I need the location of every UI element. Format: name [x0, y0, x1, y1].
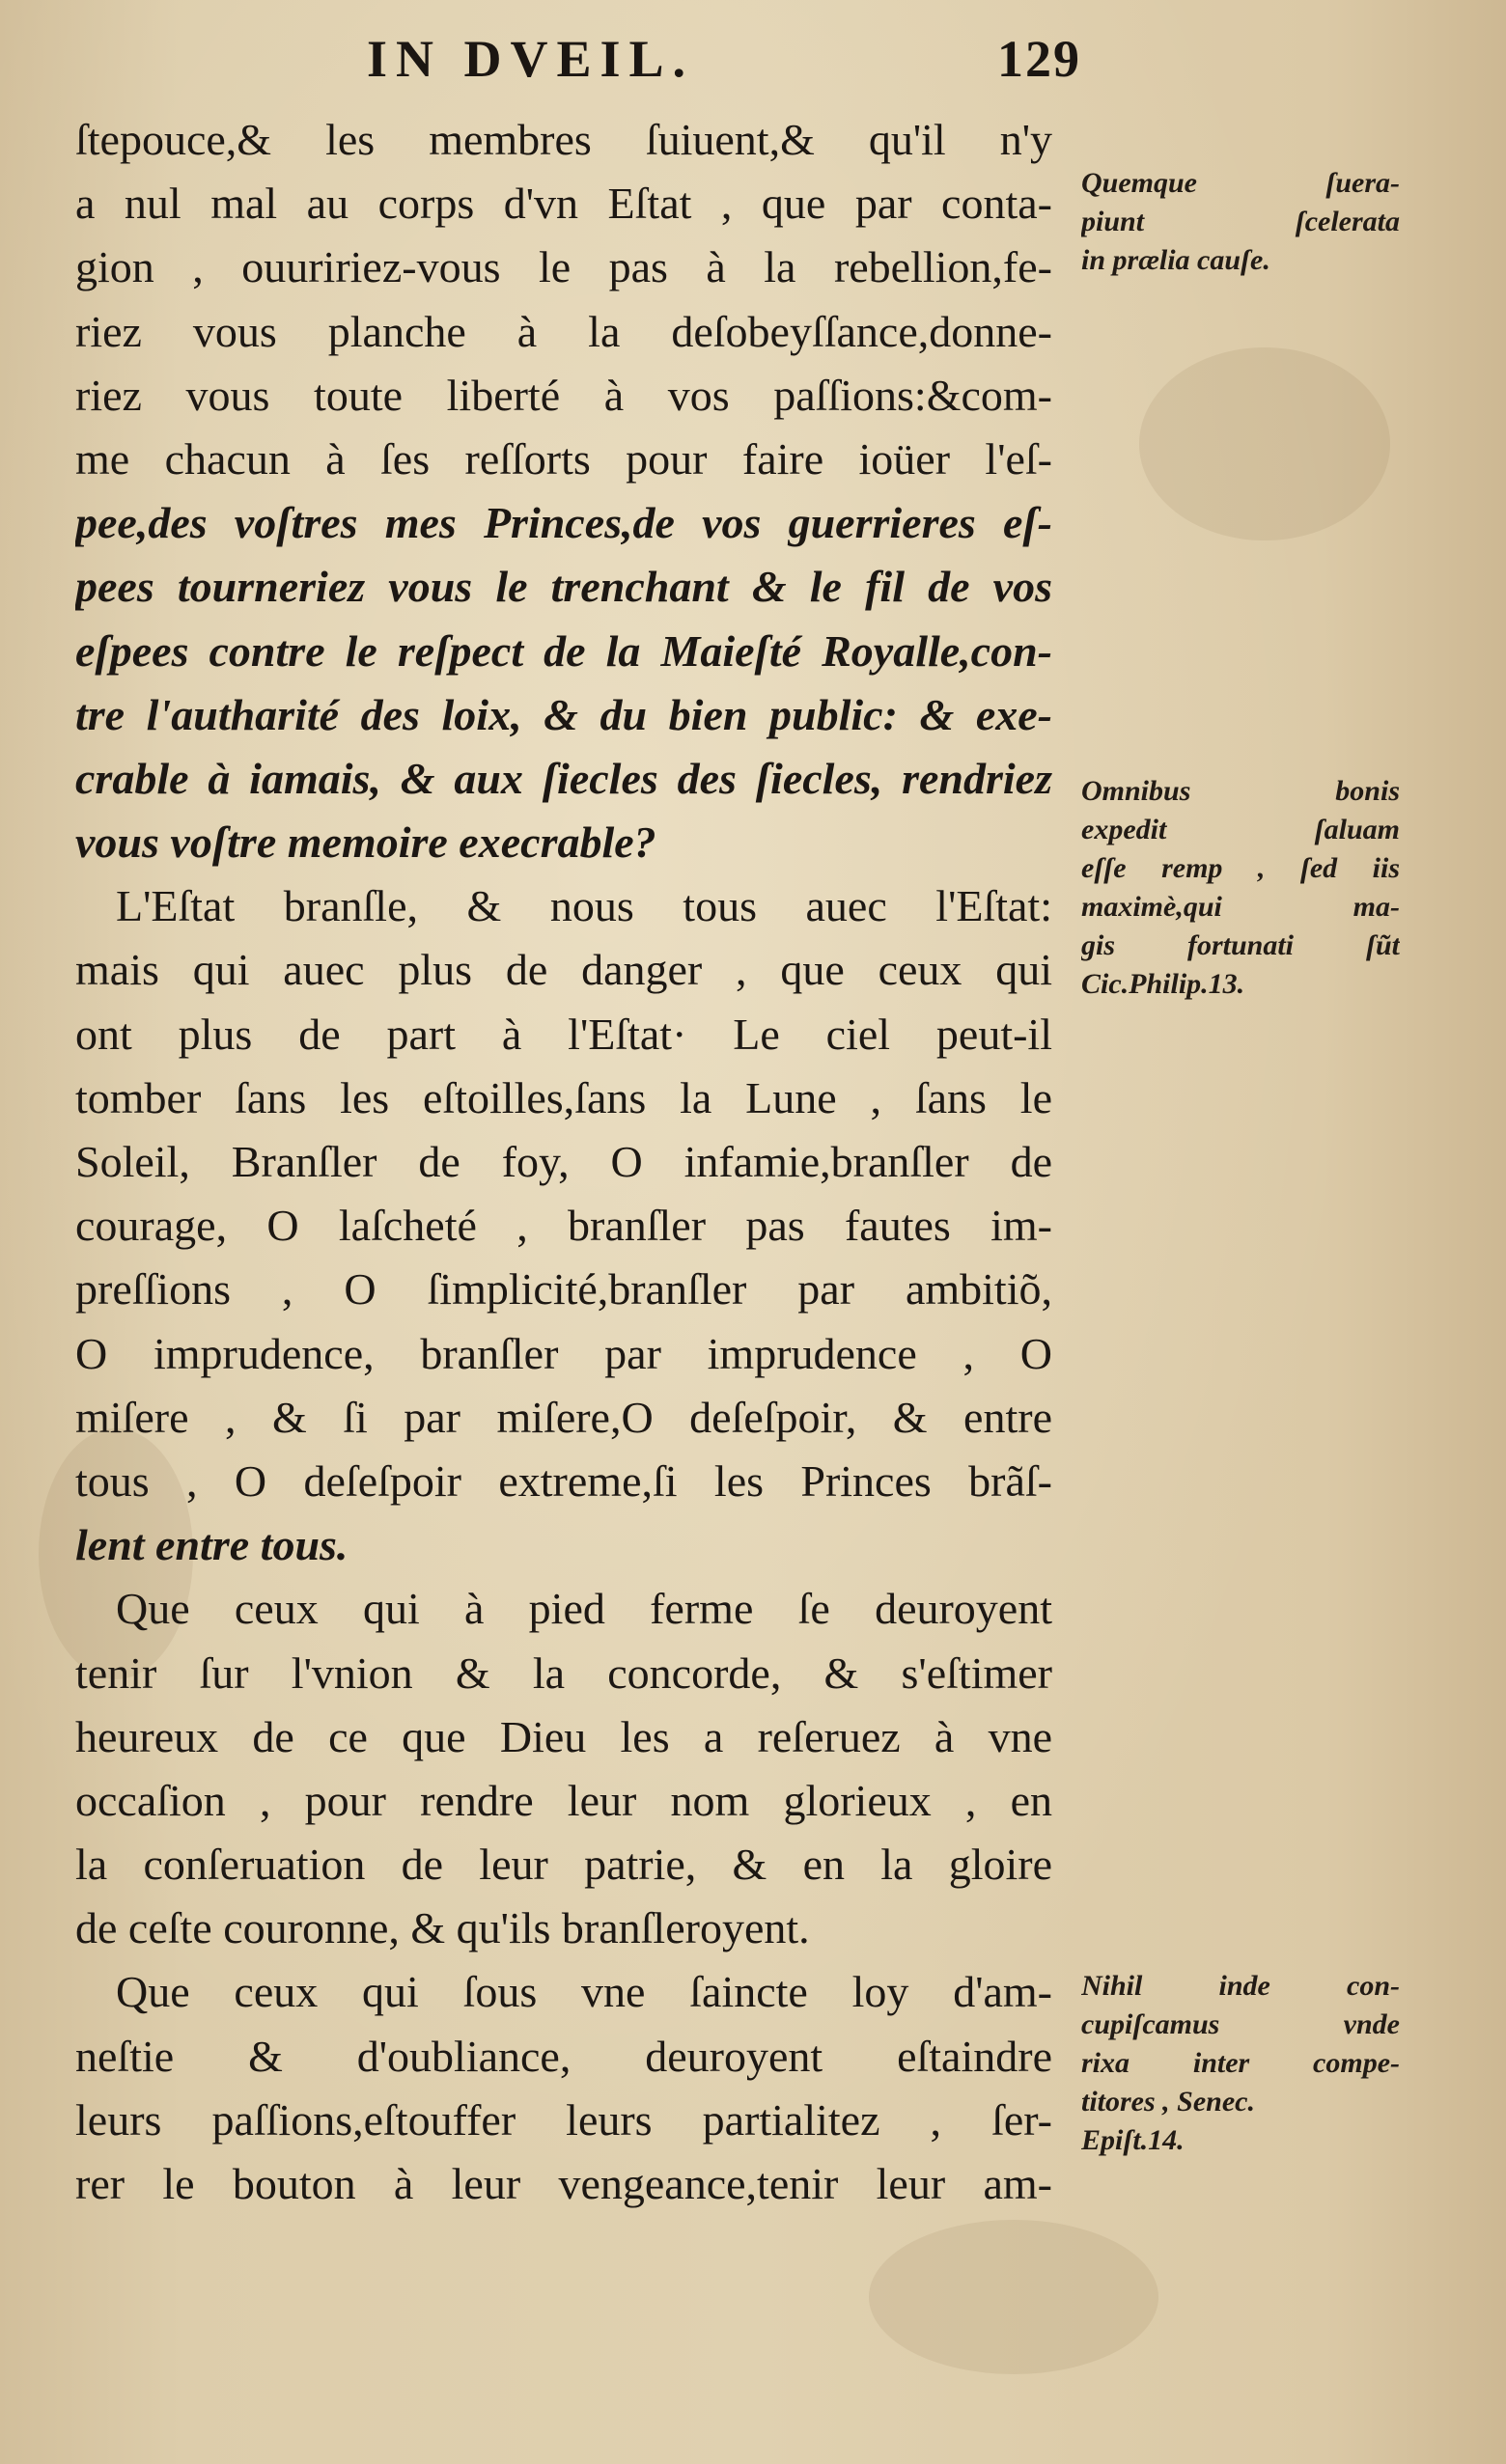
text-line: pees tourneriez vous le trenchant & le fil de vos [75, 562, 1052, 612]
text-line: rer le bouton à leur vengeance,tenir leur am- [75, 2159, 1052, 2208]
paragraph-start-line: Que ceux qui ſous vne ſaincte loy d'am- [116, 1967, 1052, 2017]
text-line: gion , ouuririez-vous le pas à la rebellion,fe- [75, 242, 1052, 292]
margin-note-cicero [1081, 772, 1400, 1004]
margin-note-line: titores , Senec. [1081, 2086, 1255, 2118]
text-line: pee,des voſtres mes Princes,de vos guerrieres eſ- [75, 498, 1052, 548]
text-line: ſtepouce,& les membres ſuiuent,& qu'il n'y [75, 115, 1052, 164]
text-line: miſere , & ſi par miſere,O deſeſpoir, & entre [75, 1392, 1052, 1442]
text-line: eſpees contre le reſpect de la Maieſté Royalle,con- [75, 625, 1052, 676]
text-line: tomber ſans les eſtoilles,ſans la Lune , ſans le [75, 1072, 1052, 1122]
text-line: tous , O deſeſpoir extreme,ſi les Princes brãſ- [75, 1455, 1052, 1506]
page-number: 129 [997, 30, 1081, 88]
running-head: IN DVEIL. [367, 30, 695, 88]
margin-note-line: expedit ſaluam [1081, 814, 1400, 845]
paragraph-start-line: L'Eſtat branſle, & nous tous auec l'Eſtat: [116, 881, 1052, 931]
text-line: neſtie & d'oubliance, deuroyent eſtaindre [75, 2031, 1052, 2081]
text-line: O imprudence, branſler par imprudence , O [75, 1328, 1052, 1378]
margin-note-line: rixa inter compe- [1081, 2047, 1400, 2079]
text-line: ont plus de part à l'Eſtat· Le ciel peut-il [75, 1009, 1052, 1059]
margin-note-lucan [1081, 164, 1400, 280]
margin-note-seneca [1081, 1967, 1400, 2160]
text-line: riez vous planche à la deſobeyſſance,donne- [75, 306, 1052, 356]
text-line: la conſeruation de leur patrie, & en la gloire [75, 1840, 1052, 1890]
text-line: crable à iamais, & aux ſiecles des ſiecles, rendriez [75, 753, 1052, 803]
margin-note-line: piunt ſcelerata [1081, 206, 1400, 237]
margin-note-line: in prælia cauſe. [1081, 244, 1270, 276]
margin-note-line: Omnibus bonis [1081, 775, 1400, 807]
text-line: lent entre tous. [75, 1520, 349, 1570]
text-line: Soleil, Branſler de foy, O infamie,branſler de [75, 1137, 1052, 1186]
text-line: me chacun à ſes reſſorts pour faire ioüer l'eſ- [75, 433, 1052, 484]
margin-note-line: Nihil inde con- [1081, 1970, 1400, 2002]
margin-note-line: gis fortunati ſũt [1081, 929, 1400, 961]
paragraph-start-line: Que ceux qui à pied ferme ſe deuroyent [116, 1584, 1052, 1634]
text-line: tenir ſur l'vnion & la concorde, & s'eſtimer [75, 1647, 1052, 1698]
text-line: courage, O laſcheté , branſler pas fautes im- [75, 1201, 1052, 1251]
text-line: vous voſtre memoire execrable? [75, 817, 656, 868]
margin-note-line: maximè,qui ma- [1081, 891, 1400, 923]
margin-note-line: eſſe remp , ſed iis [1081, 852, 1400, 884]
page-header [367, 29, 1081, 97]
text-line: preſſions , O ſimplicité,branſler par ambitiõ, [75, 1264, 1052, 1315]
text-line: a nul mal au corps d'vn Eſtat , que par conta- [75, 179, 1052, 229]
text-line: leurs paſſions,eſtouffer leurs partialitez , ſer- [75, 2094, 1052, 2145]
text-line: de ceſte couronne, & qu'ils branſleroyent. [75, 1903, 810, 1953]
text-line: tre l'autharité des loix, & du bien public: & exe- [75, 689, 1052, 739]
text-line: heureux de ce que Dieu les a reſeruez à vne [75, 1711, 1052, 1761]
text-line: occaſion , pour rendre leur nom glorieux , en [75, 1775, 1052, 1825]
margin-note-line: cupiſcamus vnde [1081, 2008, 1400, 2040]
margin-note-line: Cic.Philip.13. [1081, 968, 1245, 1000]
margin-note-line: Quemque ſuera- [1081, 167, 1400, 199]
main-text-column [75, 108, 1052, 2216]
text-line: riez vous toute liberté à vos paſſions:&com- [75, 370, 1052, 420]
margin-note-line: Epiſt.14. [1081, 2124, 1185, 2156]
text-line: mais qui auec plus de danger , que ceux qui [75, 945, 1052, 995]
